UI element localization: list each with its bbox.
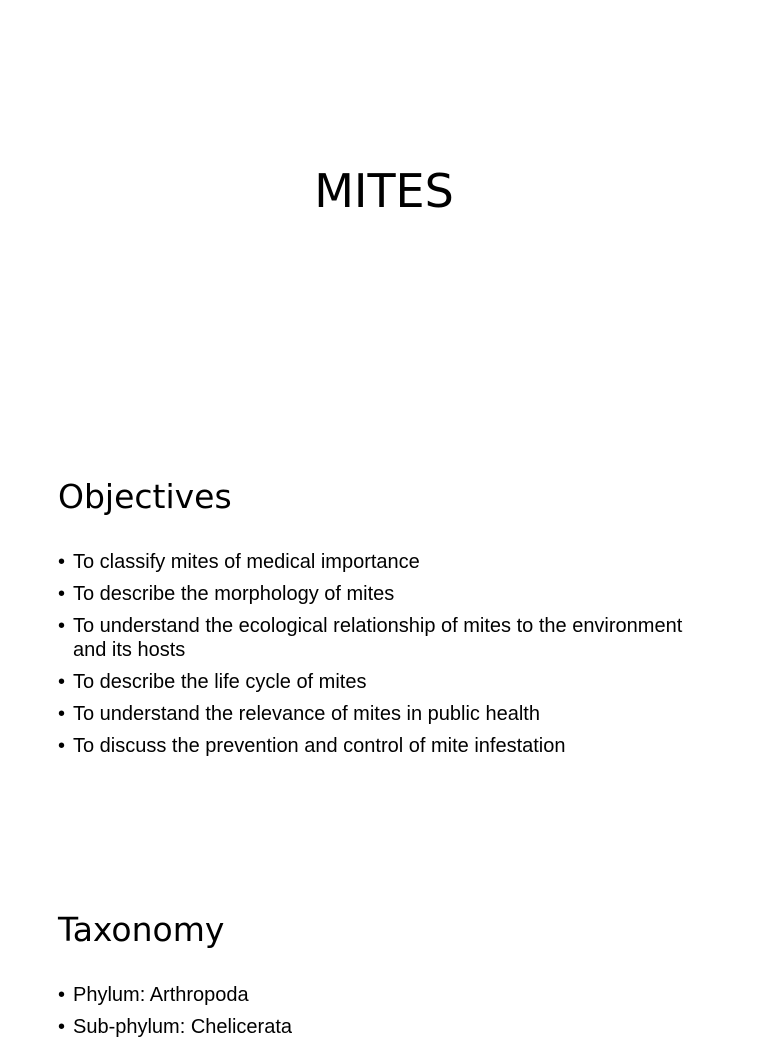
bullet-icon: • xyxy=(58,583,66,605)
objective-text: To understand the relevance of mites in public health xyxy=(73,703,540,725)
objectives-list xyxy=(58,550,718,766)
list-item xyxy=(58,550,718,574)
list-item xyxy=(58,1015,718,1039)
bullet-icon: • xyxy=(58,984,66,1006)
page-title: MITES xyxy=(314,164,454,218)
objectives-heading: Objectives xyxy=(58,477,232,516)
objective-text: To describe the life cycle of mites xyxy=(73,671,367,693)
taxonomy-text: Phylum: Arthropoda xyxy=(73,984,249,1006)
list-item xyxy=(58,734,718,758)
taxonomy-heading: Taxonomy xyxy=(58,910,225,949)
bullet-icon: • xyxy=(58,703,66,725)
bullet-icon: • xyxy=(58,615,66,637)
objective-text: To describe the morphology of mites xyxy=(73,583,395,605)
bullet-icon: • xyxy=(58,671,66,693)
taxonomy-text: Sub-phylum: Chelicerata xyxy=(73,1016,292,1038)
list-item xyxy=(58,702,718,726)
bullet-icon: • xyxy=(58,735,66,757)
objective-text: To understand the ecological relationship of mites to the environment and its hosts xyxy=(73,615,683,661)
list-item xyxy=(58,614,718,662)
bullet-icon: • xyxy=(58,1016,66,1038)
list-item xyxy=(58,670,718,694)
objective-text: To discuss the prevention and control of mite infestation xyxy=(73,735,566,757)
taxonomy-list xyxy=(58,983,718,1047)
list-item xyxy=(58,582,718,606)
objective-text: To classify mites of medical importance xyxy=(73,551,420,573)
bullet-icon: • xyxy=(58,551,66,573)
list-item xyxy=(58,983,718,1007)
